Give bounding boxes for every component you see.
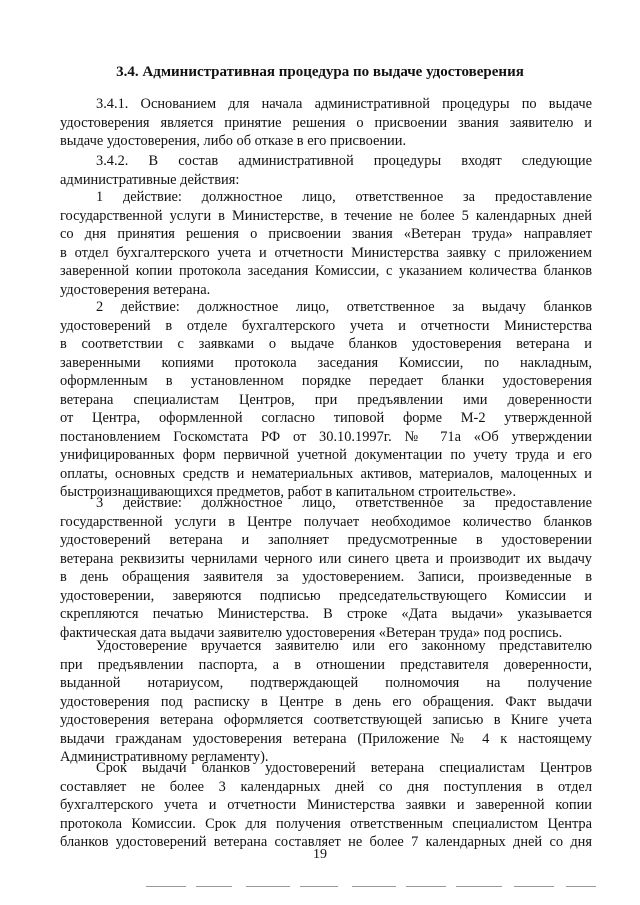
paragraph-handover <box>60 637 592 767</box>
text-line: скрепляются печатью Министерства. В строке «Дата выдачи» указывается <box>60 606 592 622</box>
paragraph-action-1 <box>60 188 592 299</box>
text-line: ветерана реквизиты чернилами черного или синего цвета и производит их выдачу <box>60 550 592 567</box>
text-line: унифицированных форм первичной учетной документации по учету труда и его <box>60 447 592 463</box>
paragraph-term <box>60 759 592 852</box>
text-line: 2 действие: должностное лицо, ответственное за выдачу бланков <box>96 299 592 315</box>
text-line: удостоверения является принятие решения о присвоении звания заявителю и <box>60 114 592 131</box>
text-line: удостоверения под расписку в Центре в день его обращения. Факт выдачи <box>60 693 592 710</box>
text-line: со дня принятия решения о присвоении звания «Ветеран труда» направляет <box>60 226 592 242</box>
scan-artifact-line <box>146 886 186 887</box>
text-line: удостоверения ветерана оформляется соответствующей записью в Книге учета <box>60 712 592 728</box>
text-line: в соответствии с заявками о выдаче бланков удостоверения ветерана и <box>60 336 592 352</box>
text-line: в день обращения заявителя за удостоверением. Записи, произведенные в <box>60 569 592 585</box>
text-line: ветерана специалистам Центров, при предъявлении ими доверенности <box>60 391 592 408</box>
text-line: 1 действие: должностное лицо, ответственное за предоставление <box>96 189 592 205</box>
text-line: заверенными копиями протокола заседания Комиссии, по накладным, <box>60 354 592 371</box>
text-line: фактическая дата выдачи заявителю удостоверения «Ветеран труда» под роспись. <box>60 624 563 641</box>
scan-artifact-line <box>196 886 232 887</box>
text-line: удостоверении, заверяются подписью председательствующего Комиссии и <box>60 587 592 604</box>
paragraph-3-4-2 <box>60 152 592 189</box>
paragraph-3-4-1 <box>60 95 592 151</box>
scan-artifact-line <box>352 886 396 887</box>
text-line: Срок выдачи бланков удостоверений ветерана специалистам Центров <box>96 760 592 776</box>
text-line: выданной нотариусом, подтверждающей полномочия на получение <box>60 675 592 691</box>
text-line: государственной услуги в Центре получает необходимое количество бланков <box>60 513 592 530</box>
text-line: от Центра, оформленной согласно типовой форме М-2 утвержденной <box>60 410 592 426</box>
text-line: оплаты, основных средств и нематериальных активов, материалов, малоценных и <box>60 465 592 482</box>
text-line: бухгалтерского учета и отчетности Министерства заявки и заверенной копии <box>60 797 592 813</box>
text-line: протокола Комиссии. Срок для получения ответственным специалистом Центра <box>60 815 592 832</box>
paragraph-action-3 <box>60 494 592 642</box>
text-line: удостоверения ветерана. <box>60 281 211 298</box>
page-number: 19 <box>313 847 327 862</box>
text-line: постановлением Госкомстата РФ от 30.10.1997г. № 71а «Об утверждении <box>60 428 592 445</box>
text-line: 3 действие: должностное лицо, ответственное за предоставление <box>96 495 592 511</box>
text-line: государственной услуги в Министерстве, в течение не более 5 календарных дней <box>60 207 592 224</box>
text-line: выдаче удостоверения, либо об отказе в его присвоении. <box>60 133 407 149</box>
text-line: удостоверений ветерана и заполняет предусмотренные в удостоверении <box>60 532 592 548</box>
section-heading: 3.4. Административная процедура по выдаче удостоверения <box>116 64 524 80</box>
text-line: удостоверений в отделе бухгалтерского учета и отчетности Министерства <box>60 317 592 334</box>
text-line: 3.4.2. В состав административной процедуры входят следующие <box>96 153 592 169</box>
scan-artifact-line <box>566 886 596 887</box>
text-line: заверенной копии протокола заседания Комиссии, с указанием количества бланков <box>60 263 592 279</box>
text-line: 3.4.1. Основанием для начала административной процедуры по выдаче <box>96 96 592 112</box>
paragraph-action-2 <box>60 298 592 502</box>
text-line: при предъявлении паспорта, а в отношении представителя доверенности, <box>60 656 592 673</box>
scan-artifact-line <box>246 886 290 887</box>
text-line: выдачи гражданам удостоверения ветерана (Приложение № 4 к настоящему <box>60 730 592 747</box>
text-line: оформленным в установленном порядке передает бланки удостоверения <box>60 373 592 389</box>
text-line: административные действия: <box>60 171 240 188</box>
text-line: Удостоверение вручается заявителю или его законному представителю <box>96 638 592 654</box>
text-line: бланков удостоверений ветерана составляет не более 7 календарных дней со дня <box>60 834 592 850</box>
scan-artifact-line <box>456 886 502 887</box>
scan-artifact-line <box>406 886 446 887</box>
text-line: в отдел бухгалтерского учета и отчетности Министерства заявку с приложением <box>60 244 592 261</box>
scan-artifact-line <box>300 886 338 887</box>
text-line: составляет не более 3 календарных дней со дня поступления в отдел <box>60 778 592 795</box>
text-line: Административному регламенту). <box>60 749 269 765</box>
text-line: быстроизнашивающихся предметов, работ в капитальном строительстве». <box>60 484 517 500</box>
scan-artifact-line <box>514 886 554 887</box>
